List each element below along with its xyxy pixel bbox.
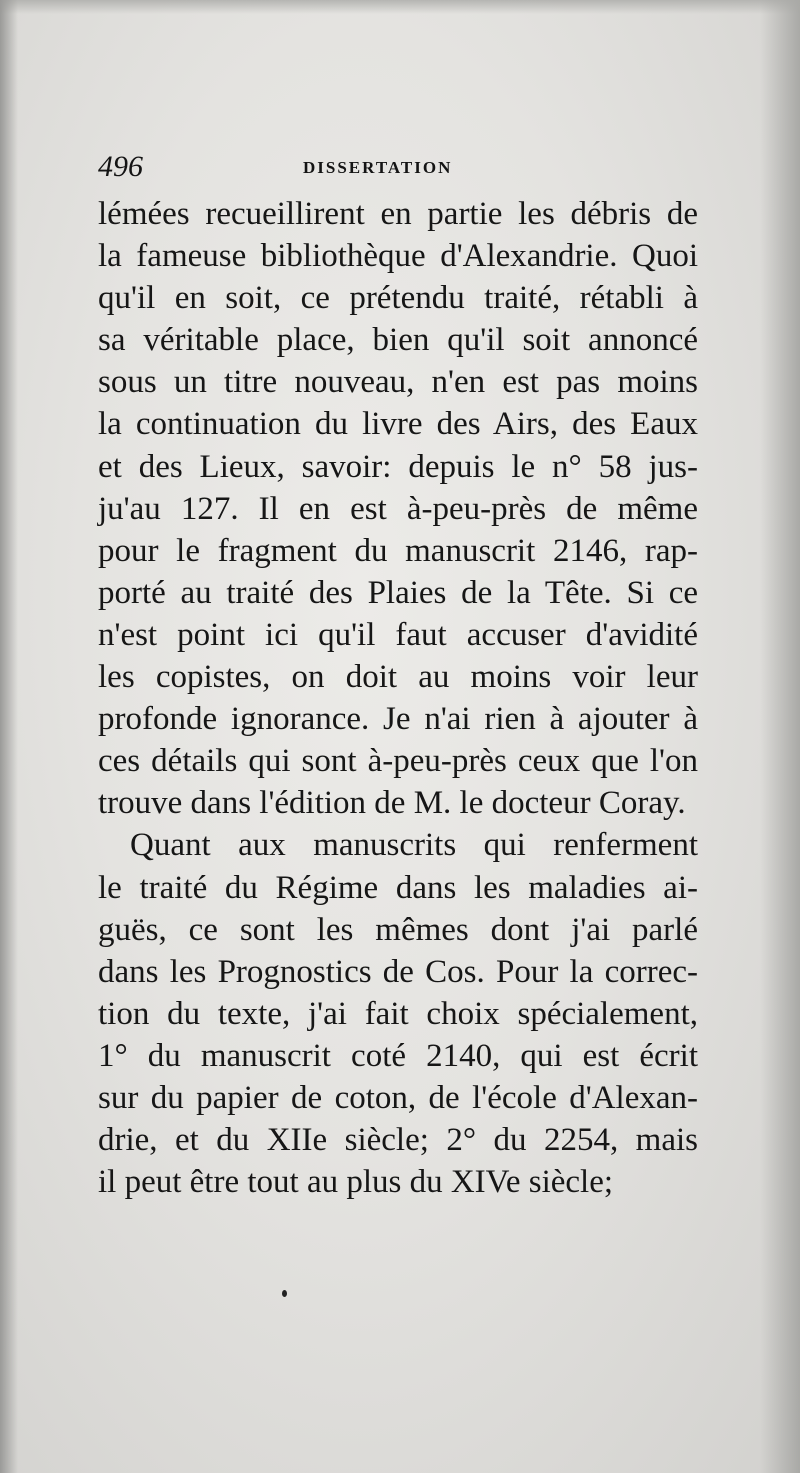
text-line: pour le fragment du manuscrit 2146, rap- bbox=[98, 532, 698, 569]
page-right-shadow bbox=[760, 0, 800, 1473]
text-line: dans les Prognostics de Cos. Pour la correc- bbox=[98, 953, 698, 990]
page-top-shadow bbox=[0, 0, 800, 14]
page-number: 496 bbox=[98, 150, 143, 183]
text-line: la continuation du livre des Airs, des Eaux bbox=[98, 406, 698, 443]
text-line: trouve dans l'édition de M. le docteur Coray. bbox=[98, 785, 686, 822]
text-line: lémées recueillirent en partie les débris de bbox=[98, 196, 698, 232]
text-line: et des Lieux, savoir: depuis le n° 58 jus- bbox=[98, 448, 698, 485]
text-line: il peut être tout au plus du XIVe siècle; bbox=[98, 1164, 614, 1201]
page-left-shadow bbox=[0, 0, 18, 1473]
text-line: ces détails qui sont à-peu-près ceux que l'on bbox=[98, 743, 698, 780]
text-line: tion du texte, j'ai fait choix spécialement, bbox=[98, 995, 698, 1032]
ink-speck bbox=[282, 1290, 287, 1297]
text-line: la fameuse bibliothèque d'Alexandrie. Quoi bbox=[98, 238, 698, 275]
text-line: guës, ce sont les mêmes dont j'ai parlé bbox=[98, 911, 698, 948]
text-line: ju'au 127. Il en est à-peu-près de même bbox=[98, 490, 698, 527]
text-line: sa véritable place, bien qu'il soit annoncé bbox=[98, 322, 698, 359]
paragraph-start-line: Quant aux manuscrits qui renferment bbox=[130, 827, 698, 864]
text-line: les copistes, on doit au moins voir leur bbox=[98, 659, 698, 696]
text-line: qu'il en soit, ce prétendu traité, rétabli à bbox=[98, 280, 698, 317]
text-line: profonde ignorance. Je n'ai rien à ajouter à bbox=[98, 701, 698, 738]
running-head: DISSERTATION bbox=[303, 158, 453, 177]
text-line: le traité du Régime dans les maladies ai- bbox=[98, 869, 698, 906]
text-line: sous un titre nouveau, n'en est pas moins bbox=[98, 364, 698, 401]
text-line: porté au traité des Plaies de la Tête. Si ce bbox=[98, 574, 698, 611]
body-text bbox=[98, 193, 698, 1203]
page-header bbox=[98, 150, 698, 190]
text-line: sur du papier de coton, de l'école d'Alexan- bbox=[98, 1079, 698, 1116]
text-line: drie, et du XIIe siècle; 2° du 2254, mais bbox=[98, 1122, 698, 1159]
text-line: n'est point ici qu'il faut accuser d'avidité bbox=[98, 616, 698, 653]
text-line: 1° du manuscrit coté 2140, qui est écrit bbox=[98, 1037, 698, 1074]
